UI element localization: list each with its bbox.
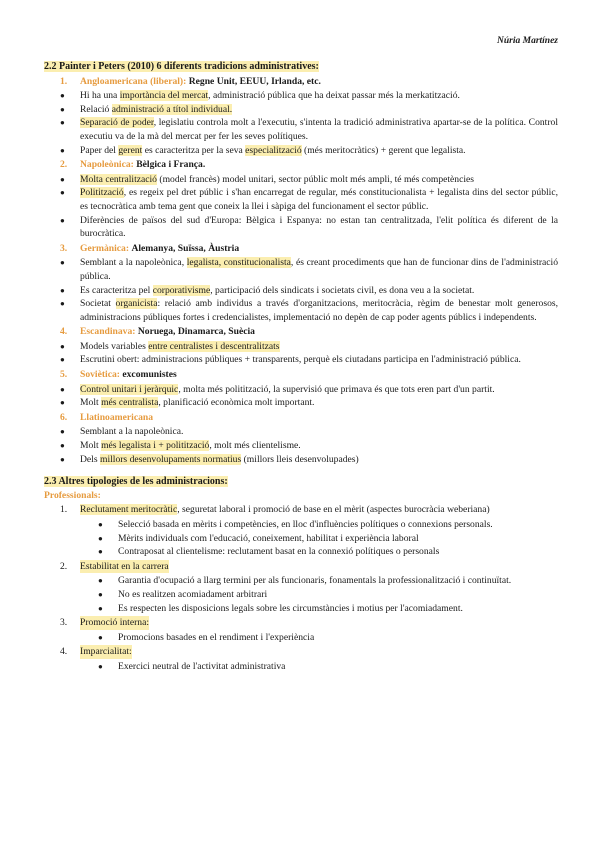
- bullet-icon: ●: [60, 174, 65, 184]
- bullet-icon: ●: [60, 188, 65, 198]
- bullet-icon: ●: [60, 118, 65, 128]
- list-item: ● No es realitzen acomiadament arbitrari: [98, 588, 268, 600]
- bullet-icon: ●: [60, 145, 65, 155]
- tradition-1-heading: 1. Angloamericana (liberal): Regne Unit, EEUU, Irlanda, etc.: [60, 75, 321, 87]
- list-item: ● Control unitari i jeràrquic, molta més politització, la supervisió que primava és que tots eren part d'un partit.: [60, 383, 495, 395]
- section-2-3-title: 2.3 Altres tipologies de les administracions:: [44, 476, 228, 488]
- list-item: ● Societat organicista: relació amb individus a través d'organitzacions, meritocràcia, règim de benestar molt generosos, administracions públiques fortes i credencialistes, implementació no depèn de cap poder agents públics i independents.: [60, 298, 558, 323]
- bullet-icon: ●: [60, 454, 65, 464]
- bullet-icon: ●: [60, 104, 65, 114]
- subsection-title: Professionals:: [44, 489, 101, 501]
- list-item: ● Garantia d'ocupació a llarg termini per als funcionaris, fonamentals la professionalització i continuïtat.: [98, 575, 512, 587]
- list-item: ● Dels millors desenvolupaments normatius (millors lleis desenvolupades): [60, 453, 359, 465]
- section-2-2-title: 2.2 Painter i Peters (2010) 6 diferents tradicions administratives:: [44, 61, 319, 72]
- list-item: ● Models variables entre centralistes i descentralitzats: [60, 340, 280, 352]
- feature-2-heading: 2. Estabilitat en la carrera: [60, 560, 169, 572]
- bullet-icon: ●: [60, 398, 65, 408]
- bullet-icon: ●: [60, 285, 65, 295]
- bullet-icon: ●: [98, 520, 103, 529]
- list-item: ● Contraposat al clientelisme: reclutament basat en la connexió polítiques o personals: [98, 546, 440, 558]
- feature-4-heading: 4. Imparcialitat:: [60, 646, 132, 658]
- bullet-icon: ●: [60, 299, 65, 309]
- list-item: ● Diferències de països del sud d'Europa: Bèlgica i Espanya: no estan tan centralitzada, l'elit política és diferent de la burocràtica.: [60, 214, 558, 240]
- list-item: ● Promocions basades en el rendiment i l'experiència: [98, 631, 315, 643]
- list-item: ● Exercici neutral de l'activitat administrativa: [98, 660, 286, 672]
- bullet-icon: ●: [98, 603, 103, 613]
- bullet-icon: ●: [60, 384, 65, 394]
- list-item: ● Paper del gerent es caracteritza per la seva especialització (més meritocràtics) + gerent que legalista.: [60, 144, 466, 156]
- bullet-icon: ●: [98, 661, 103, 671]
- list-item: ● Politització, es regeix pel dret públic i s'han encarregat de regular, més constitucionalista + legalista dins del sector públic, es tecnocràtica amb tema gent que coneix la llei i sàpiga del funcionament el sector públic.: [60, 187, 558, 212]
- tradition-6-heading: 6. Llatinoamericana: [60, 411, 154, 423]
- document-body: [44, 60, 558, 674]
- bullet-icon: ●: [98, 589, 103, 599]
- bullet-icon: ●: [60, 427, 65, 437]
- list-item: ● Molta centralització (model francès) model unitari, sector públic molt més ampli, té més competències: [60, 173, 475, 185]
- author-name: Núria Martínez: [497, 36, 558, 46]
- bullet-icon: ●: [98, 632, 103, 642]
- list-item: ● Es respecten les disposicions legals sobre les circumstàncies i motius per l'acomiadament.: [98, 602, 463, 614]
- list-item: ● Es caracteritza pel corporativisme, participació dels sindicats i societats civil, es dona veu a la societat.: [60, 284, 475, 296]
- list-item: ● Selecció basada en mèrits i competències, en lloc d'influències polítiques o connexions personals.: [98, 519, 493, 530]
- bullet-icon: ●: [60, 441, 65, 451]
- feature-1-heading: 1. Reclutament meritocràtic, seguretat laboral i promoció de base en el mèrit (aspectes burocràcia weberiana): [60, 504, 490, 516]
- tradition-4-heading: 4. Escandinava: Noruega, Dinamarca, Suècia: [60, 326, 255, 338]
- bullet-icon: ●: [60, 258, 65, 268]
- tradition-2-heading: 2. Napoleònica: Bèlgica i França.: [60, 159, 206, 171]
- bullet-icon: ●: [60, 341, 65, 351]
- feature-3-heading: 3. Promoció interna:: [60, 617, 150, 629]
- list-item: ● Hi ha una importància del mercat, administració pública que ha deixat passar més la merkatització.: [60, 90, 460, 102]
- list-item: ● Separació de poder, legislatiu controla molt a l'executiu, s'intenta la tradició administrativa apartar-se de la política. Control executiu va de la mà del mercat per fer les seves polítiques.: [60, 117, 558, 142]
- bullet-icon: ●: [98, 547, 103, 557]
- list-item: ● Relació administració a títol individual.: [60, 103, 233, 115]
- list-item: ● Molt més centralista, planificació econòmica molt important.: [60, 397, 315, 409]
- bullet-icon: ●: [98, 533, 103, 543]
- bullet-icon: ●: [60, 355, 65, 365]
- bullet-icon: ●: [60, 91, 65, 101]
- bullet-icon: ●: [98, 576, 103, 586]
- list-item: ● Molt més legalista i + politització, molt més clientelisme.: [60, 440, 301, 452]
- list-item: ● Semblant a la napoleònica.: [60, 426, 184, 438]
- tradition-5-heading: 5. Soviètica: excomunistes: [60, 369, 177, 381]
- bullet-icon: ●: [60, 215, 65, 225]
- tradition-3-heading: 3. Germànica: Alemanya, Suïssa, Àustria: [60, 242, 240, 254]
- list-item: ● Escrutini obert: administracions públiques + transparents, perquè els ciutadans participa en l'administració pública.: [60, 354, 521, 366]
- list-item: ● Semblant a la napoleònica, legalista, constitucionalista, és creant procediments que han de funcionar dins de l'administració pública.: [60, 257, 559, 282]
- list-item: ● Mèrits individuals com l'educació, coneixement, habilitat i experiència laboral: [98, 532, 419, 544]
